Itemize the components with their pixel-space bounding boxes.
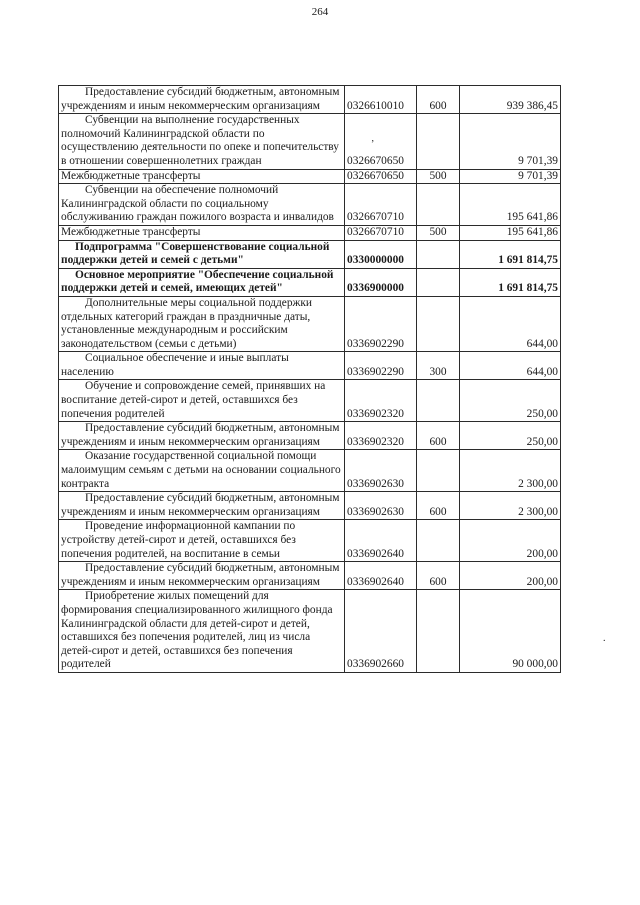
row-name: Приобретение жилых помещений для формирования специализированного жилищного фонда Калининградской области для детей-сирот и детей, оставшихся без попечения родителей, лиц из числа детей-сирот и детей, оставшихся без попечения родителей xyxy=(59,590,345,673)
row-sum: 2 300,00 xyxy=(460,450,561,492)
row-type xyxy=(417,240,460,268)
row-code: 0336902640 xyxy=(345,562,417,590)
row-name: Социальное обеспечение и иные выплаты населению xyxy=(59,352,345,380)
row-sum: 1 691 814,75 xyxy=(460,268,561,296)
table-row xyxy=(59,352,561,380)
page-number: 264 xyxy=(311,6,329,18)
table-row xyxy=(59,240,561,268)
table-row xyxy=(59,86,561,114)
table-row xyxy=(59,562,561,590)
row-name: Предоставление субсидий бюджетным, автономным учреждениям и иным некоммерческим организациям xyxy=(59,86,345,114)
budget-table xyxy=(58,85,561,673)
row-name: Проведение информационной кампании по устройству детей-сирот и детей, оставшихся без попечения родителей, на воспитание в семьи xyxy=(59,520,345,562)
scan-mark: . xyxy=(603,633,606,644)
row-name: Оказание государственной социальной помощи малоимущим семьям с детьми на основании социального контракта xyxy=(59,450,345,492)
row-sum: 90 000,00 xyxy=(460,590,561,673)
row-name: Предоставление субсидий бюджетным, автономным учреждениям и иным некоммерческим организациям xyxy=(59,562,345,590)
row-code: 0336902320 xyxy=(345,422,417,450)
table-row xyxy=(59,422,561,450)
row-sum: 195 641,86 xyxy=(460,225,561,240)
row-type: 600 xyxy=(417,492,460,520)
row-code: 0336902640 xyxy=(345,520,417,562)
row-code: 0326670710 xyxy=(345,184,417,226)
row-type xyxy=(417,114,460,169)
row-code: 0336902290 xyxy=(345,296,417,351)
table-row xyxy=(59,169,561,184)
row-code: 0336900000 xyxy=(345,268,417,296)
row-type: 500 xyxy=(417,169,460,184)
table-row xyxy=(59,520,561,562)
row-code: 0336902290 xyxy=(345,352,417,380)
row-type: 500 xyxy=(417,225,460,240)
row-sum: 195 641,86 xyxy=(460,184,561,226)
row-type xyxy=(417,296,460,351)
row-name: Подпрограмма "Совершенствование социальной поддержки детей и семей с детьми" xyxy=(59,240,345,268)
table-row xyxy=(59,114,561,169)
row-sum: 2 300,00 xyxy=(460,492,561,520)
table-row xyxy=(59,268,561,296)
row-code: 0336902630 xyxy=(345,492,417,520)
row-name: Межбюджетные трансферты xyxy=(59,169,345,184)
row-code: 0330000000 xyxy=(345,240,417,268)
row-name: Обучение и сопровождение семей, принявших на воспитание детей-сирот и детей, оставшихся без попечения родителей xyxy=(59,380,345,422)
row-code: 0336902320 xyxy=(345,380,417,422)
table-row xyxy=(59,380,561,422)
row-name: Предоставление субсидий бюджетным, автономным учреждениям и иным некоммерческим организациям xyxy=(59,422,345,450)
row-name: Дополнительные меры социальной поддержки отдельных категорий граждан в праздничные даты, установленные международным и российским законодательством (семьи с детьми) xyxy=(59,296,345,351)
row-type xyxy=(417,184,460,226)
row-name: Предоставление субсидий бюджетным, автономным учреждениям и иным некоммерческим организациям xyxy=(59,492,345,520)
row-sum: 644,00 xyxy=(460,352,561,380)
row-type xyxy=(417,590,460,673)
row-name: Субвенции на обеспечение полномочий Калининградской области по социальному обслуживанию граждан пожилого возраста и инвалидов xyxy=(59,184,345,226)
row-code: 0326670650 xyxy=(345,169,417,184)
pen-mark: ʼ xyxy=(371,139,375,150)
row-code: 0336902630 xyxy=(345,450,417,492)
row-sum: 250,00 xyxy=(460,380,561,422)
row-sum: 1 691 814,75 xyxy=(460,240,561,268)
table-row xyxy=(59,225,561,240)
row-type xyxy=(417,520,460,562)
row-sum: 9 701,39 xyxy=(460,114,561,169)
table-row xyxy=(59,590,561,673)
row-name: Субвенции на выполнение государственных полномочий Калининградской области по осуществлению деятельности по опеке и попечительству в отношении совершеннолетних граждан xyxy=(59,114,345,169)
row-type: 600 xyxy=(417,422,460,450)
row-sum: 200,00 xyxy=(460,562,561,590)
row-sum: 644,00 xyxy=(460,296,561,351)
row-type: 600 xyxy=(417,562,460,590)
row-type: 600 xyxy=(417,86,460,114)
row-name: Межбюджетные трансферты xyxy=(59,225,345,240)
row-type xyxy=(417,268,460,296)
row-sum: 9 701,39 xyxy=(460,169,561,184)
row-code: 0326670650 xyxy=(345,114,417,169)
table-row xyxy=(59,296,561,351)
row-sum: 250,00 xyxy=(460,422,561,450)
table-row xyxy=(59,450,561,492)
row-type xyxy=(417,450,460,492)
table-row xyxy=(59,184,561,226)
row-type: 300 xyxy=(417,352,460,380)
row-type xyxy=(417,380,460,422)
row-sum: 200,00 xyxy=(460,520,561,562)
table-row xyxy=(59,492,561,520)
row-sum: 939 386,45 xyxy=(460,86,561,114)
row-code: 0326610010 xyxy=(345,86,417,114)
row-code: 0336902660 xyxy=(345,590,417,673)
row-name: Основное мероприятие "Обеспечение социальной поддержки детей и семей, имеющих детей" xyxy=(59,268,345,296)
row-code: 0326670710 xyxy=(345,225,417,240)
